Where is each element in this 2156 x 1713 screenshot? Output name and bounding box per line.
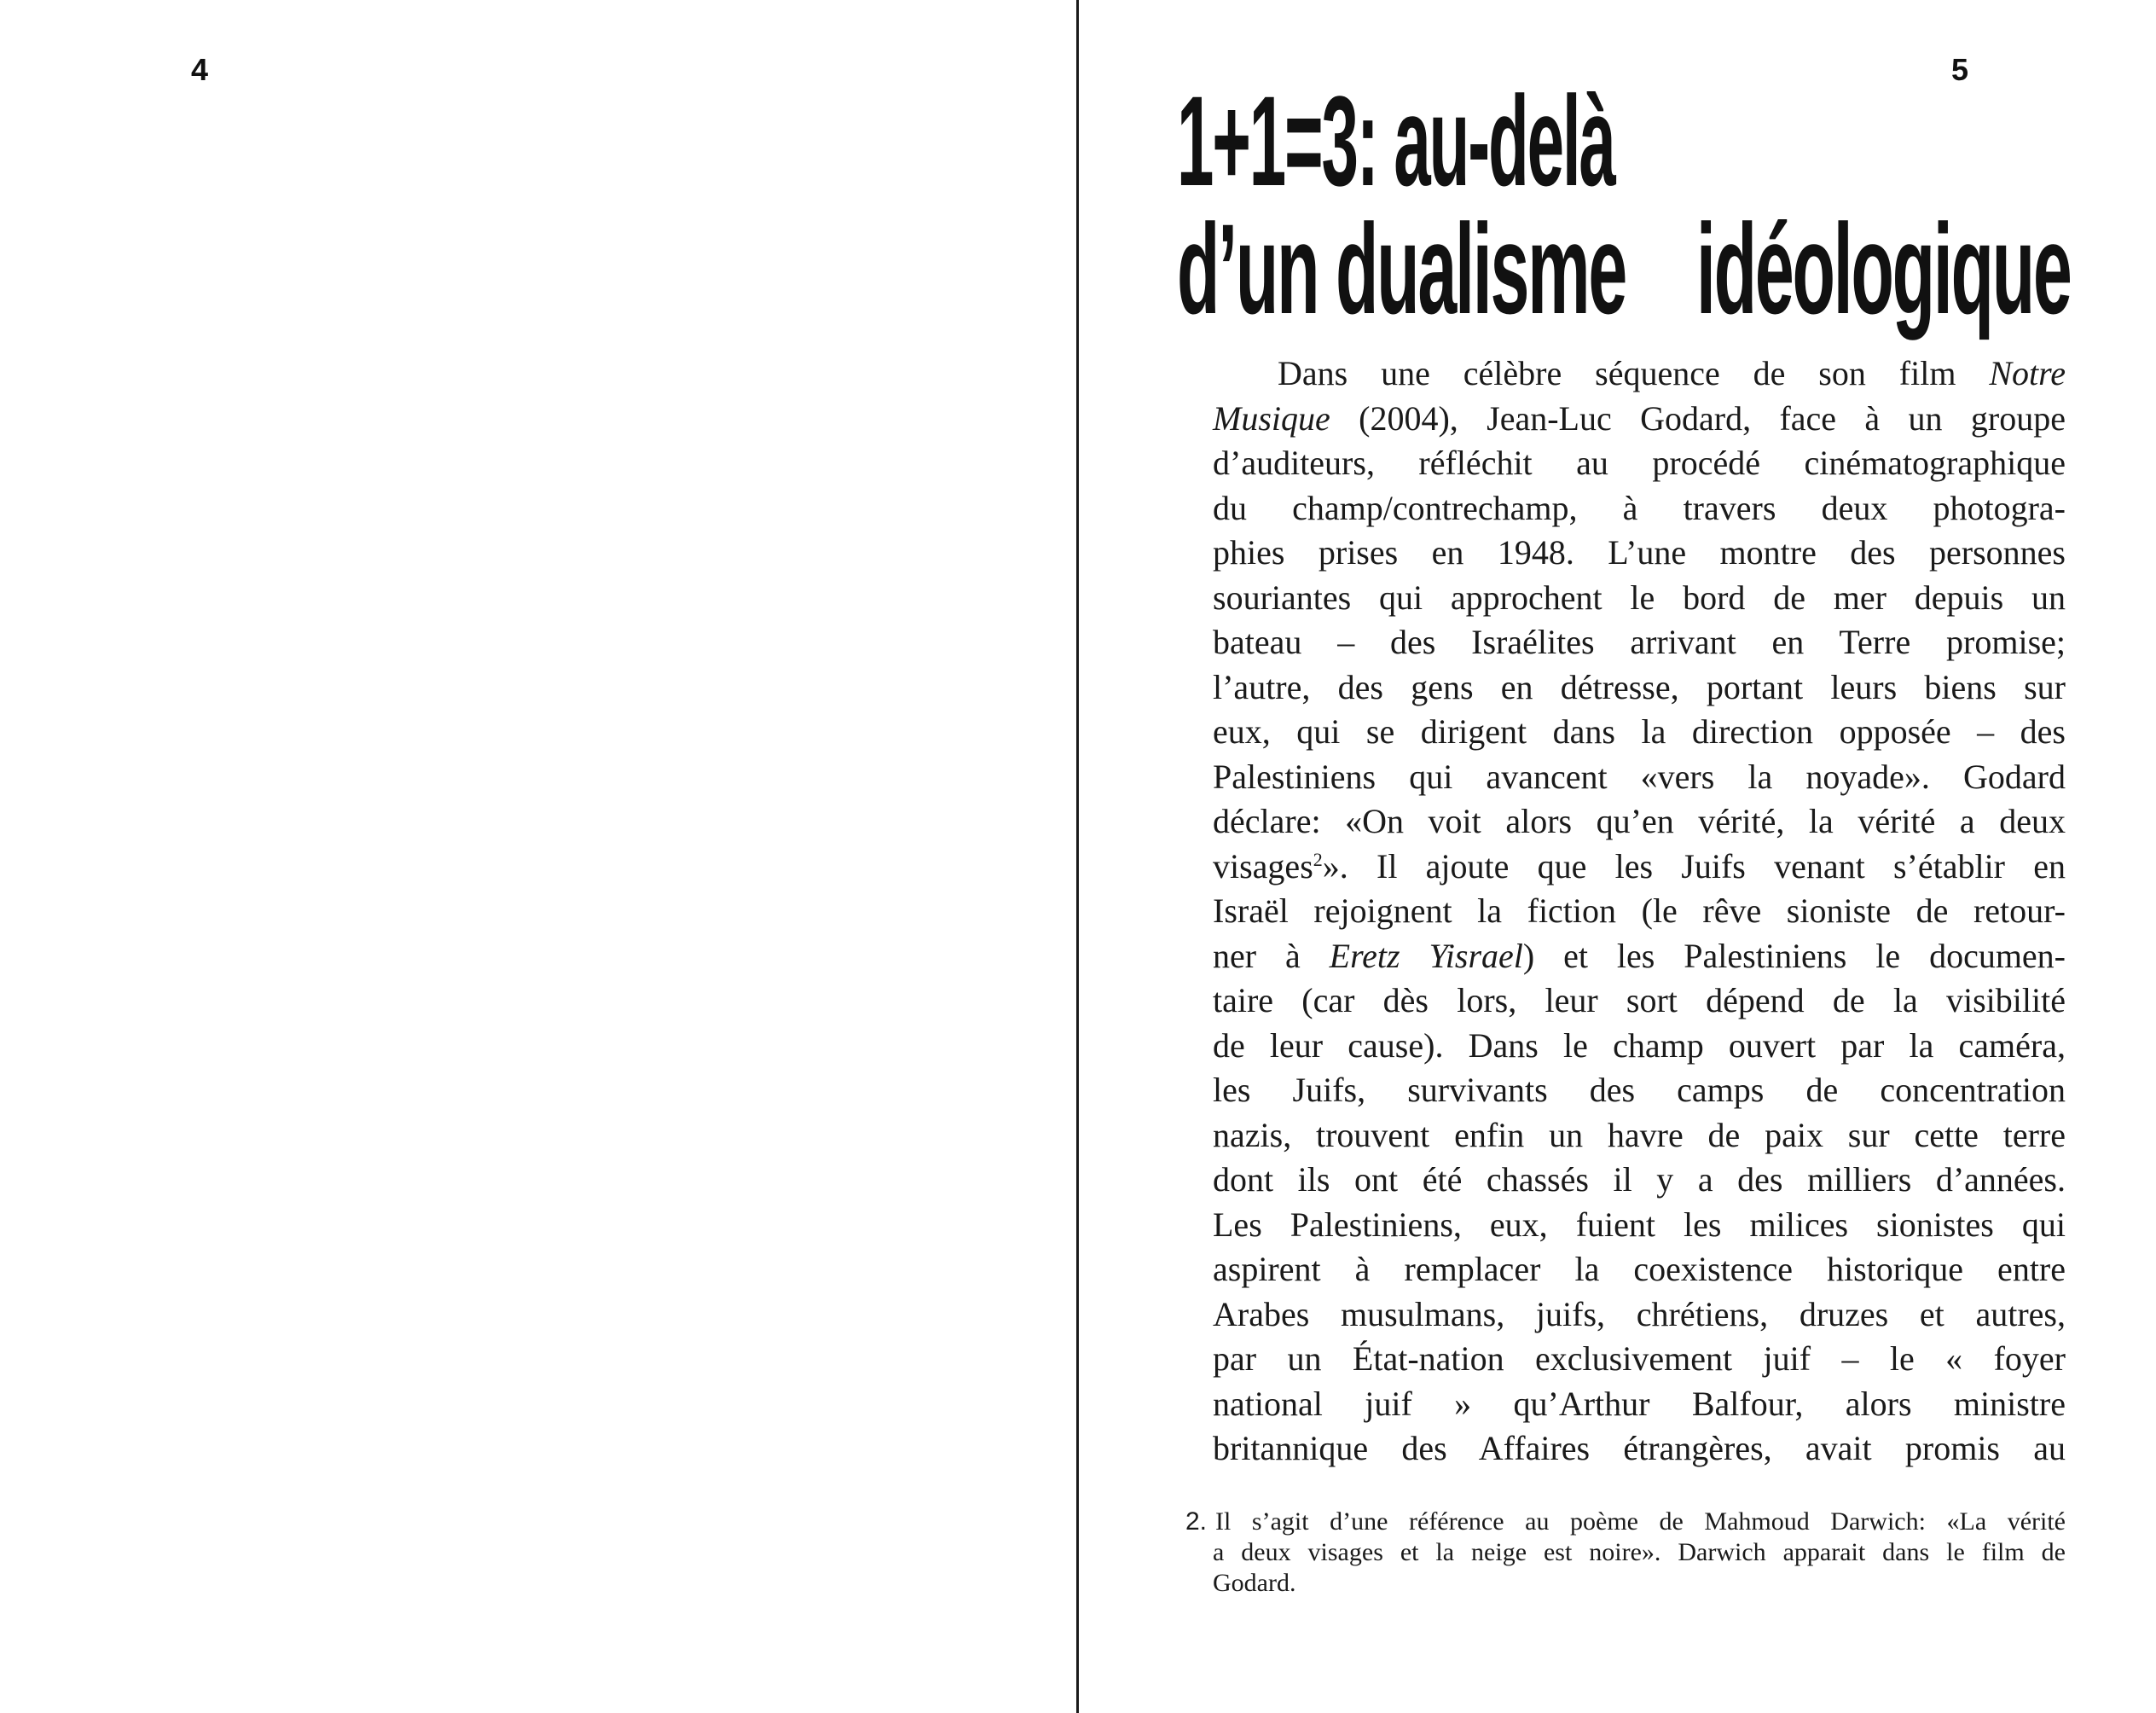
footnote	[1185, 1507, 2066, 1599]
body-text-run: ». Il ajoute que les Juifs venant s’établir en	[1322, 846, 2066, 886]
body-line	[1213, 845, 2066, 890]
body-line: Palestiniens qui avancent «vers la noyade». Godard	[1213, 757, 2066, 796]
body-line: du champ/contrechamp, à travers deux photogra-	[1213, 488, 2066, 527]
body-line: bateau – des Israélites arrivant en Terre promise;	[1213, 623, 2066, 661]
body-line: phies prises en 1948. L’une montre des personnes	[1213, 533, 2066, 572]
body-line: l’autre, des gens en détresse, portant leurs biens sur	[1213, 667, 2066, 706]
body-text-run: ner à	[1213, 936, 1330, 975]
body-line	[1213, 397, 2066, 442]
body-line: Les Palestiniens, eux, fuient les milices sionistes qui	[1213, 1205, 2066, 1244]
hebrew-term-italic: Eretz Yisrael	[1329, 936, 1523, 975]
body-line: Israël rejoignent la fiction (le rêve sioniste de retour-	[1213, 891, 2066, 930]
body-text-run: visages	[1213, 846, 1313, 886]
body-line: souriantes qui approchent le bord de mer depuis un	[1213, 578, 2066, 617]
film-title-italic: Notre	[1989, 354, 2066, 392]
body-line: britannique des Affaires étrangères, avait promis au	[1213, 1429, 2066, 1467]
body-line	[1213, 934, 2066, 979]
body-line: déclare: «On voit alors qu’en vérité, la vérité a deux	[1213, 802, 2066, 840]
body-line	[1213, 351, 2066, 397]
body-line: dont ils ont été chassés il y a des milliers d’années.	[1213, 1160, 2066, 1199]
chapter-title-line-2: d’un dualisme idéologique	[1177, 197, 2071, 340]
body-line: nazis, trouvent enfin un havre de paix sur cette terre	[1213, 1115, 2066, 1154]
footnote-line: Godard.	[1213, 1569, 1296, 1597]
body-line: eux, qui se dirigent dans la direction opposée – des	[1213, 712, 2066, 751]
body-line: taire (car dès lors, leur sort dépend de la visibilité	[1213, 981, 2066, 1019]
footnote-line	[1185, 1507, 2066, 1537]
body-text-run: ) et les Palestiniens le documen-	[1522, 936, 2066, 975]
body-line: d’auditeurs, réfléchit au procédé cinématographique	[1213, 444, 2066, 482]
footnote-number: 2.	[1185, 1507, 1208, 1536]
page-number-left: 4	[191, 52, 209, 87]
footnote-reference: 2	[1313, 848, 1323, 870]
footnote-text: Il s’agit d’une référence au poème de Mahmoud Darwich: «La vérité	[1215, 1507, 2066, 1536]
footnote-line: a deux visages et la neige est noire». Darwich apparait dans le film de	[1213, 1538, 2066, 1566]
body-paragraph	[1213, 351, 2066, 1472]
body-line: national juif » qu’Arthur Balfour, alors ministre	[1213, 1384, 2066, 1423]
body-line: Arabes musulmans, juifs, chrétiens, druzes et autres,	[1213, 1294, 2066, 1333]
body-line: par un État-nation exclusivement juif – le « foyer	[1213, 1339, 2066, 1378]
body-line: de leur cause). Dans le champ ouvert par la caméra,	[1213, 1025, 2066, 1065]
body-text-run: (2004), Jean-Luc Godard, face à un groupe	[1330, 398, 2066, 438]
body-line: aspirent à remplacer la coexistence historique entre	[1213, 1250, 2066, 1288]
page-gutter-divider	[1076, 0, 1079, 1713]
film-title-italic: Musique	[1213, 398, 1330, 438]
body-text-run: Dans une célèbre séquence de son film	[1278, 354, 1990, 392]
chapter-title	[1177, 69, 2071, 340]
chapter-title-line-1: 1+1=3: au-delà	[1177, 69, 1614, 212]
body-line: les Juifs, survivants des camps de concentration	[1213, 1071, 2066, 1109]
page-number-right: 5	[1951, 52, 1969, 87]
